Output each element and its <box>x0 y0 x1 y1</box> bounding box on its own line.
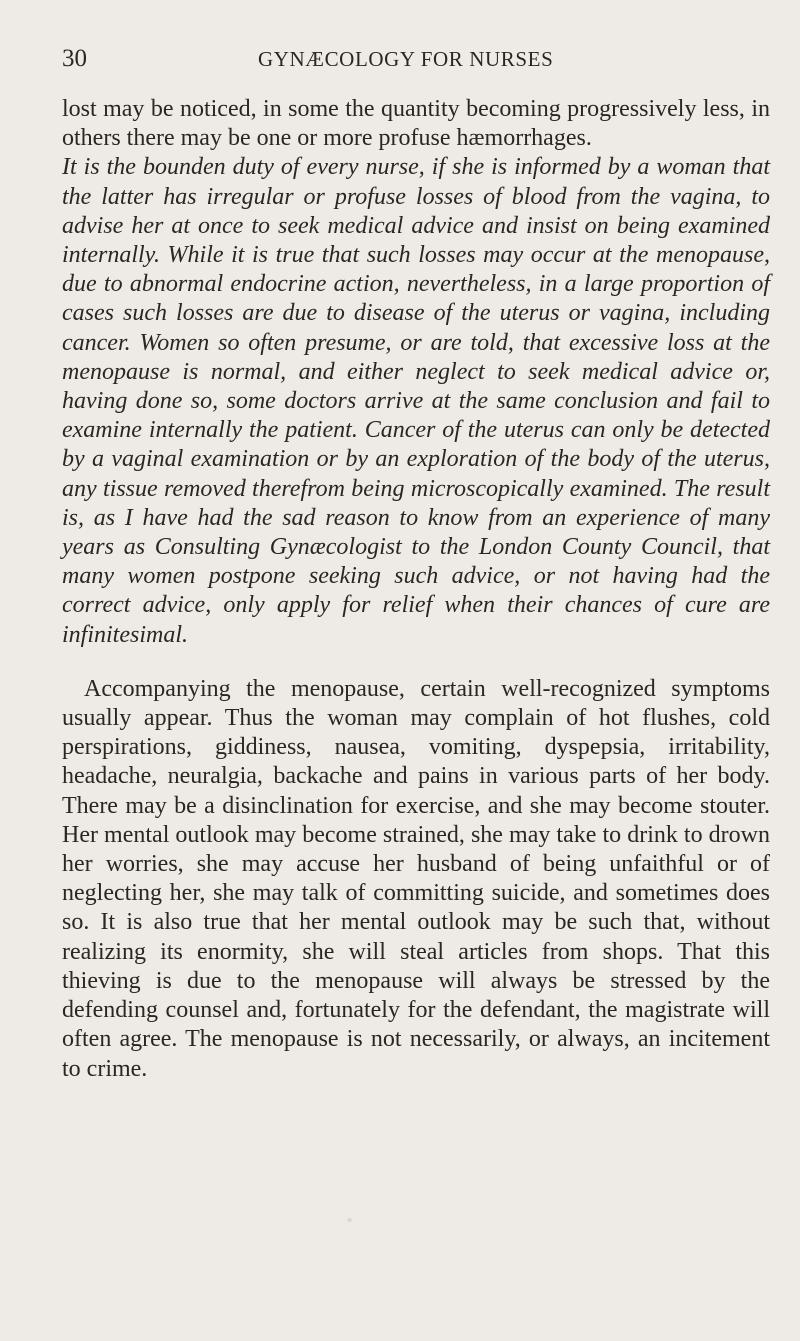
page-number: 30 <box>62 45 87 72</box>
body-text <box>62 95 770 1084</box>
paragraph-italic-advice: It is the bounden duty of every nurse, if she is informed by a woman that the latter has irregular or profuse losses of blood from the vagina, to advise her at once to seek medical advice and insist on being examined internally. While it is true that such losses may occur at the menopause, due to abnormal endocrine action, nevertheless, in a large proportion of cases such losses are due to disease of the uterus or vagina, including cancer. Women so often presume, or are told, that excessive loss at the menopause is normal, and either neglect to seek medical advice or, having done so, some doctors arrive at the same conclusion and fail to examine internally the patient. Cancer of the uterus can only be detected by a vaginal examination or by an exploration of the body of the uterus, any tissue removed therefrom being microscopically examined. The result is, as I have had the sad reason to know from an experience of many years as Consulting Gynæcologist to the London County Council, that many women postpone seeking such advice, or not having had the correct advice, only apply for relief when their chances of cure are infinitesimal. <box>62 154 770 648</box>
page-header <box>62 44 770 74</box>
running-head: GYNÆCOLOGY FOR NURSES <box>258 47 554 71</box>
paper-mark <box>347 1218 352 1222</box>
paragraph-continued: lost may be noticed, in some the quantity becoming progressively less, in others there may be one or more profuse hæmorrhages. <box>62 96 770 152</box>
paragraph-menopause-symptoms: Accompanying the menopause, certain well-recognized symptoms usually appear. Thus the woman may complain of hot flushes, cold perspirations, giddiness, nausea, vomiting, dyspepsia, irritability, headache, neuralgia, backache and pains in various parts of her body. There may be a disinclination for exercise, and she may become stouter. Her mental outlook may become strained, she may take to drink to drown her worries, she may accuse her husband of being unfaithful or of neglecting her, she may talk of committing suicide, and sometimes does so. It is also true that her mental outlook may be such that, without realizing its enormity, she will steal articles from shops. That this thieving is due to the menopause will always be stressed by the defending counsel and, fortunately for the defendant, the magistrate will often agree. The menopause is not necessarily, or always, an incitement to crime. <box>62 675 770 1082</box>
